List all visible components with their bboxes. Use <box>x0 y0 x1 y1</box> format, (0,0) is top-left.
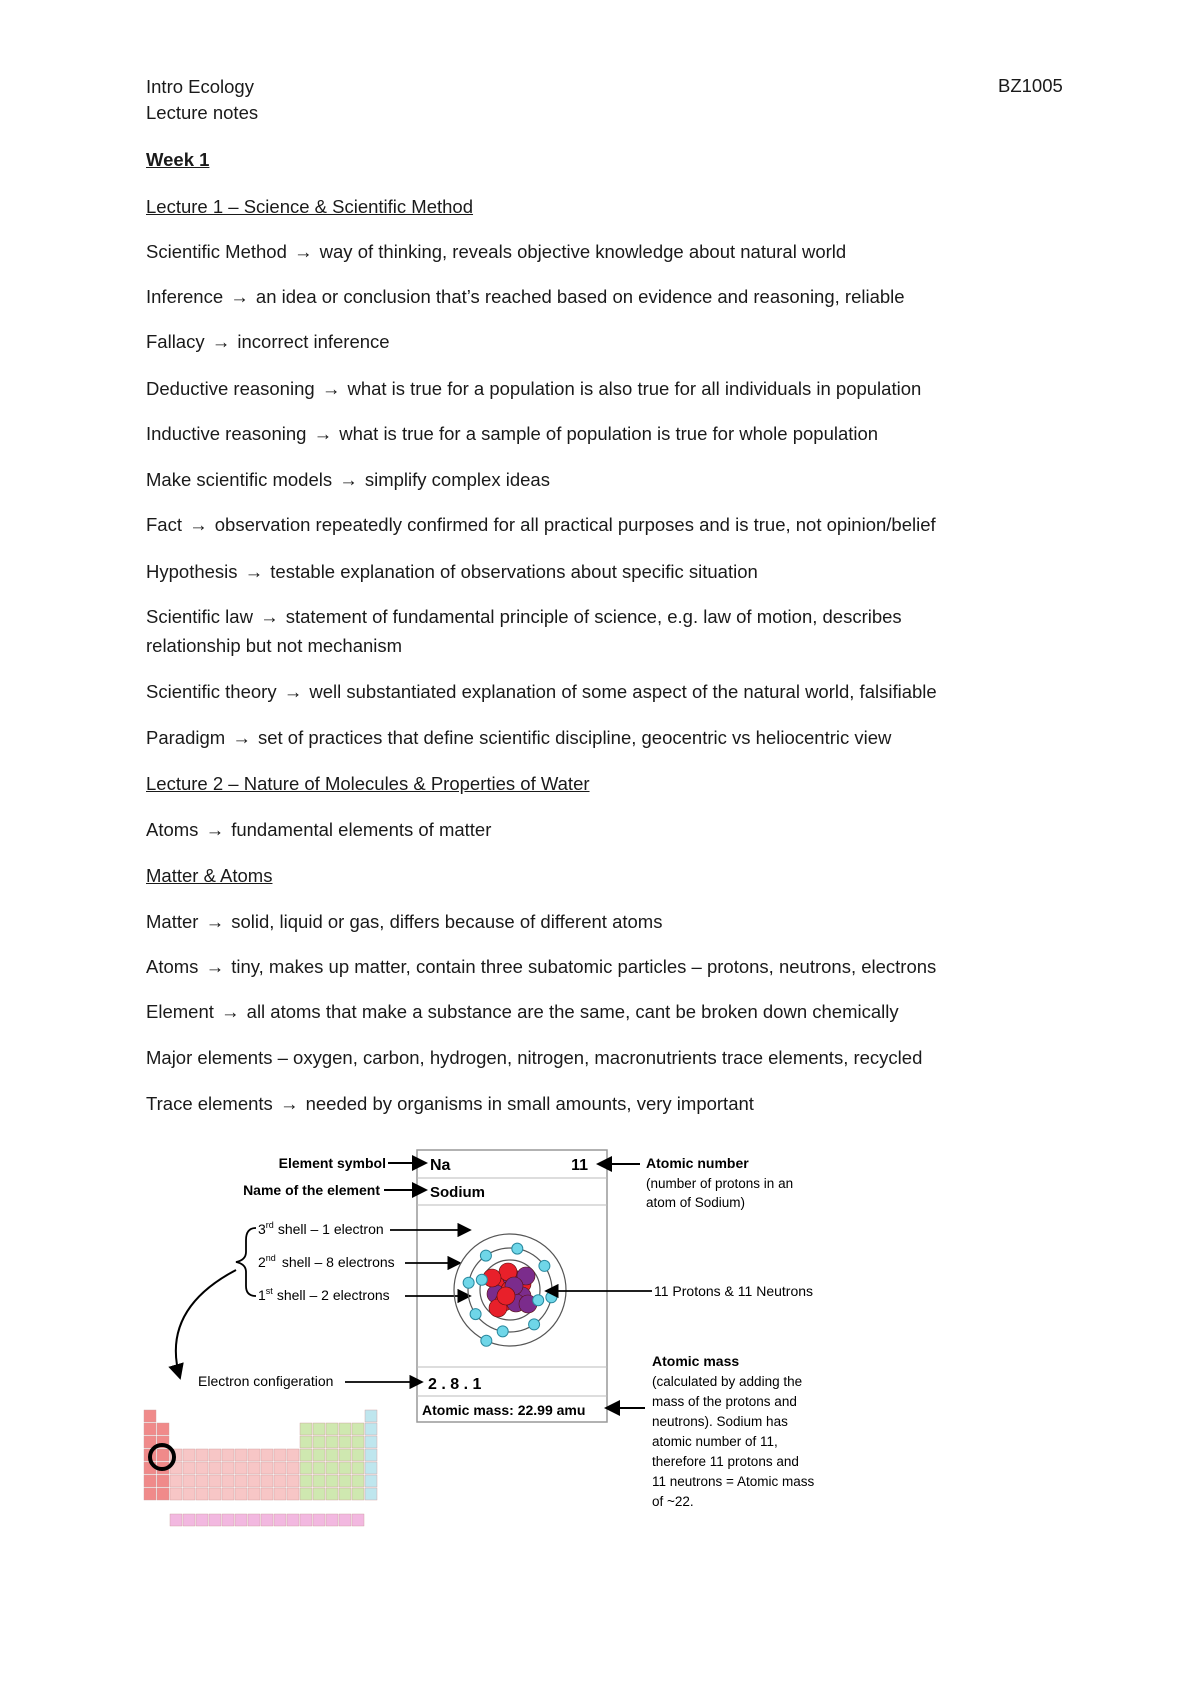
periodic-cell <box>196 1462 208 1474</box>
definition-text: testable explanation of observations about specific situation <box>270 561 758 582</box>
atomic-mass-note: mass of the protons and <box>652 1394 797 1409</box>
definition-term: Deductive reasoning <box>146 378 315 399</box>
electron-icon <box>481 1335 492 1346</box>
periodic-cell <box>313 1514 325 1526</box>
periodic-cell <box>157 1475 169 1487</box>
electron-icon <box>463 1277 474 1288</box>
atomic-mass-note: 11 neutrons = Atomic mass <box>652 1474 815 1489</box>
course-code: BZ1005 <box>998 75 1063 96</box>
periodic-cell <box>352 1449 364 1461</box>
definition-text: simplify complex ideas <box>364 469 550 490</box>
periodic-cell <box>183 1449 195 1461</box>
definition-line <box>146 240 846 264</box>
definition-term: Fact <box>146 514 182 535</box>
periodic-cell <box>352 1514 364 1526</box>
electron-icon <box>512 1243 523 1254</box>
periodic-cell <box>209 1514 221 1526</box>
element-symbol-label: Element symbol <box>278 1155 386 1171</box>
definition-text: statement of fundamental principle of science, e.g. law of motion, describes <box>285 606 902 627</box>
definition-line <box>146 910 662 934</box>
periodic-cell <box>352 1488 364 1500</box>
periodic-cell <box>183 1462 195 1474</box>
periodic-cell <box>196 1514 208 1526</box>
periodic-cell <box>144 1423 156 1435</box>
periodic-cell <box>222 1475 234 1487</box>
periodic-cell <box>287 1475 299 1487</box>
definition-term: Scientific law <box>146 606 253 627</box>
definition-text: observation repeatedly confirmed for all practical purposes and is true, not opinion/belief <box>214 514 936 535</box>
periodic-cell <box>339 1462 351 1474</box>
periodic-cell <box>339 1475 351 1487</box>
definition-line <box>146 680 937 704</box>
periodic-cell <box>144 1410 156 1422</box>
periodic-cell <box>352 1436 364 1448</box>
periodic-cell <box>222 1449 234 1461</box>
definition-line <box>146 285 905 309</box>
shell-3-label: 3rd shell – 1 electron <box>258 1220 384 1237</box>
periodic-cell <box>365 1475 377 1487</box>
definition-term: Hypothesis <box>146 561 238 582</box>
definition-term: Inductive reasoning <box>146 423 307 444</box>
week-heading: Week 1 <box>146 149 210 170</box>
definition-text: way of thinking, reveals objective knowledge about natural world <box>319 241 847 262</box>
periodic-cell <box>144 1488 156 1500</box>
periodic-cell <box>365 1423 377 1435</box>
definition-term: Paradigm <box>146 727 226 748</box>
definition-term: Inference <box>146 286 224 307</box>
major-elements-line: Major elements – oxygen, carbon, hydrogen, nitrogen, macronutrients trace elements, recycled <box>146 1047 923 1068</box>
periodic-cell <box>326 1449 338 1461</box>
periodic-cell <box>300 1514 312 1526</box>
definition-text: set of practices that define scientific discipline, geocentric vs heliocentric view <box>257 727 892 748</box>
definition-term: Matter <box>146 911 199 932</box>
definition-text: tiny, makes up matter, contain three subatomic particles – protons, neutrons, electrons <box>231 956 937 977</box>
arrow-icon: → <box>211 331 231 352</box>
arrow-icon: → <box>244 561 264 582</box>
arrow-icon: → <box>205 956 225 977</box>
periodic-cell <box>144 1475 156 1487</box>
periodic-cell <box>209 1462 221 1474</box>
periodic-cell <box>157 1449 169 1461</box>
definition-text: well substantiated explanation of some aspect of the natural world, falsifiable <box>309 681 937 702</box>
definition-line <box>146 726 891 750</box>
element-symbol: Na <box>430 1157 451 1174</box>
periodic-cell <box>196 1488 208 1500</box>
electron-icon <box>539 1260 550 1271</box>
periodic-cell <box>339 1436 351 1448</box>
periodic-cell <box>274 1462 286 1474</box>
periodic-cell <box>209 1475 221 1487</box>
periodic-cell <box>326 1475 338 1487</box>
atomic-mass-note: (calculated by adding the <box>652 1374 803 1389</box>
definition-term: Scientific Method <box>146 241 287 262</box>
periodic-cell <box>274 1514 286 1526</box>
periodic-cell <box>339 1423 351 1435</box>
matter-atoms-heading: Matter & Atoms <box>146 865 273 886</box>
periodic-cell <box>235 1475 247 1487</box>
periodic-cell <box>326 1488 338 1500</box>
periodic-cell <box>274 1449 286 1461</box>
atomic-number-note: (number of protons in an <box>646 1176 794 1191</box>
periodic-cell <box>339 1514 351 1526</box>
arrow-icon: → <box>260 606 279 627</box>
arrow-icon: → <box>321 378 341 399</box>
periodic-cell <box>170 1514 182 1526</box>
course-title: Intro Ecology <box>146 76 254 97</box>
definition-text: an idea or conclusion that’s reached based on evidence and reasoning, reliable <box>255 286 905 307</box>
definition-text: needed by organisms in small amounts, very important <box>305 1093 754 1114</box>
periodic-cell <box>300 1488 312 1500</box>
periodic-cell <box>248 1514 260 1526</box>
arrow-icon: → <box>313 423 333 444</box>
periodic-cell <box>235 1462 247 1474</box>
periodic-cell <box>300 1475 312 1487</box>
periodic-cell <box>261 1514 273 1526</box>
arrow-icon: → <box>232 727 251 748</box>
periodic-cell <box>365 1449 377 1461</box>
periodic-cell <box>365 1462 377 1474</box>
periodic-cell <box>196 1475 208 1487</box>
arrow-icon <box>176 1270 236 1378</box>
periodic-cell <box>287 1514 299 1526</box>
shell-1-label: 1st shell – 2 electrons <box>258 1286 390 1303</box>
periodic-cell <box>300 1436 312 1448</box>
definition-line <box>146 818 491 842</box>
periodic-cell <box>248 1449 260 1461</box>
arrow-icon: → <box>283 681 303 702</box>
shell-2-label: 2nd shell – 8 electrons <box>258 1253 395 1270</box>
nucleus-label: 11 Protons & 11 Neutrons <box>654 1283 814 1299</box>
periodic-cell <box>222 1462 234 1474</box>
periodic-cell <box>326 1462 338 1474</box>
definition-line <box>146 955 936 979</box>
definition-text: fundamental elements of matter <box>231 819 492 840</box>
periodic-cell <box>248 1475 260 1487</box>
periodic-cell <box>339 1488 351 1500</box>
periodic-cell <box>352 1475 364 1487</box>
definition-line <box>146 468 550 492</box>
arrow-icon: → <box>189 514 208 535</box>
periodic-cell <box>248 1488 260 1500</box>
periodic-cell <box>183 1514 195 1526</box>
definition-line <box>146 330 390 354</box>
atomic-number: 11 <box>571 1157 588 1174</box>
lecture2-heading: Lecture 2 – Nature of Molecules & Properties of Water <box>146 773 590 794</box>
definition-term: Make scientific models <box>146 469 333 490</box>
periodic-cell <box>326 1423 338 1435</box>
atomic-number-label: Atomic number <box>646 1155 749 1171</box>
proton-icon <box>497 1287 515 1305</box>
periodic-cell <box>235 1488 247 1500</box>
electron-icon <box>546 1292 557 1303</box>
periodic-cell <box>183 1488 195 1500</box>
definition-line <box>146 560 758 584</box>
periodic-cell <box>222 1488 234 1500</box>
shell-brace <box>236 1228 256 1296</box>
definition-text: incorrect inference <box>237 331 390 352</box>
definition-term: Trace elements <box>146 1093 273 1114</box>
definition-text: what is true for a sample of population is true for whole population <box>339 423 879 444</box>
atomic-mass-note: of ~22. <box>652 1494 694 1509</box>
electron-icon <box>480 1250 491 1261</box>
arrow-icon: → <box>339 469 358 490</box>
periodic-cell <box>287 1488 299 1500</box>
element-name-label: Name of the element <box>243 1182 380 1198</box>
periodic-cell <box>183 1475 195 1487</box>
electron-icon <box>497 1326 508 1337</box>
periodic-cell <box>170 1475 182 1487</box>
periodic-cell <box>365 1488 377 1500</box>
atomic-mass-note: therefore 11 protons and <box>652 1454 799 1469</box>
definition-line <box>146 1092 754 1116</box>
periodic-cell <box>196 1449 208 1461</box>
electron-icon <box>529 1319 540 1330</box>
definition-text: solid, liquid or gas, differs because of different atoms <box>231 911 663 932</box>
periodic-cell <box>157 1488 169 1500</box>
periodic-cell <box>300 1423 312 1435</box>
periodic-cell <box>300 1449 312 1461</box>
lecture1-heading: Lecture 1 – Science & Scientific Method <box>146 196 474 217</box>
periodic-cell <box>365 1436 377 1448</box>
definition-term: Fallacy <box>146 331 205 352</box>
periodic-cell <box>261 1462 273 1474</box>
arrow-icon: → <box>294 241 313 262</box>
periodic-cell <box>352 1462 364 1474</box>
sodium-atom-diagram <box>140 1140 860 1560</box>
periodic-cell <box>261 1475 273 1487</box>
electron-icon <box>470 1309 481 1320</box>
periodic-cell <box>248 1462 260 1474</box>
doc-subtitle: Lecture notes <box>146 102 259 123</box>
arrow-icon: → <box>205 911 225 932</box>
atomic-mass-note: neutrons). Sodium has <box>652 1414 788 1429</box>
nucleus-icon <box>483 1263 537 1317</box>
atomic-mass-title: Atomic mass <box>652 1353 740 1369</box>
periodic-cell <box>313 1423 325 1435</box>
definition-continuation: relationship but not mechanism <box>146 635 403 656</box>
periodic-cell <box>287 1462 299 1474</box>
periodic-cell <box>339 1449 351 1461</box>
periodic-cell <box>261 1488 273 1500</box>
atomic-mass-note: atomic number of 11, <box>652 1434 778 1449</box>
arrow-icon: → <box>279 1093 299 1114</box>
definition-term: Atoms <box>146 819 199 840</box>
periodic-cell <box>235 1514 247 1526</box>
electron-config-label: Electron configeration <box>198 1373 334 1389</box>
periodic-cell <box>313 1488 325 1500</box>
periodic-cell <box>209 1488 221 1500</box>
periodic-cell <box>313 1475 325 1487</box>
element-name: Sodium <box>430 1184 485 1201</box>
periodic-cell <box>170 1488 182 1500</box>
periodic-cell <box>261 1449 273 1461</box>
electron-icon <box>476 1274 487 1285</box>
arrow-icon: → <box>221 1001 240 1022</box>
periodic-cell <box>352 1423 364 1435</box>
definition-text: what is true for a population is also true for all individuals in population <box>347 378 922 399</box>
definition-line <box>146 377 921 401</box>
periodic-cell <box>274 1475 286 1487</box>
definition-term: Scientific theory <box>146 681 277 702</box>
definition-line <box>146 513 936 537</box>
definition-term: Atoms <box>146 956 199 977</box>
periodic-cell <box>365 1410 377 1422</box>
periodic-cell <box>287 1449 299 1461</box>
periodic-cell <box>313 1436 325 1448</box>
periodic-cell <box>326 1514 338 1526</box>
definition-term: Element <box>146 1001 214 1022</box>
periodic-cell <box>209 1449 221 1461</box>
periodic-cell <box>313 1449 325 1461</box>
periodic-cell <box>326 1436 338 1448</box>
electron-config: 2 . 8 . 1 <box>428 1376 482 1393</box>
definition-line <box>146 422 878 446</box>
periodic-cell <box>235 1449 247 1461</box>
definition-line <box>146 1000 899 1024</box>
periodic-cell <box>157 1423 169 1435</box>
periodic-cell <box>222 1514 234 1526</box>
definition-line <box>146 605 902 629</box>
arrow-icon: → <box>205 819 225 840</box>
periodic-cell <box>313 1462 325 1474</box>
atomic-mass-box: Atomic mass: 22.99 amu <box>422 1402 586 1418</box>
periodic-cell <box>274 1488 286 1500</box>
periodic-table-thumbnail <box>144 1410 377 1526</box>
electron-icon <box>533 1295 544 1306</box>
definition-text: all atoms that make a substance are the same, cant be broken down chemically <box>246 1001 899 1022</box>
arrow-icon: → <box>230 286 249 307</box>
periodic-cell <box>300 1462 312 1474</box>
atomic-number-note: atom of Sodium) <box>646 1195 746 1210</box>
